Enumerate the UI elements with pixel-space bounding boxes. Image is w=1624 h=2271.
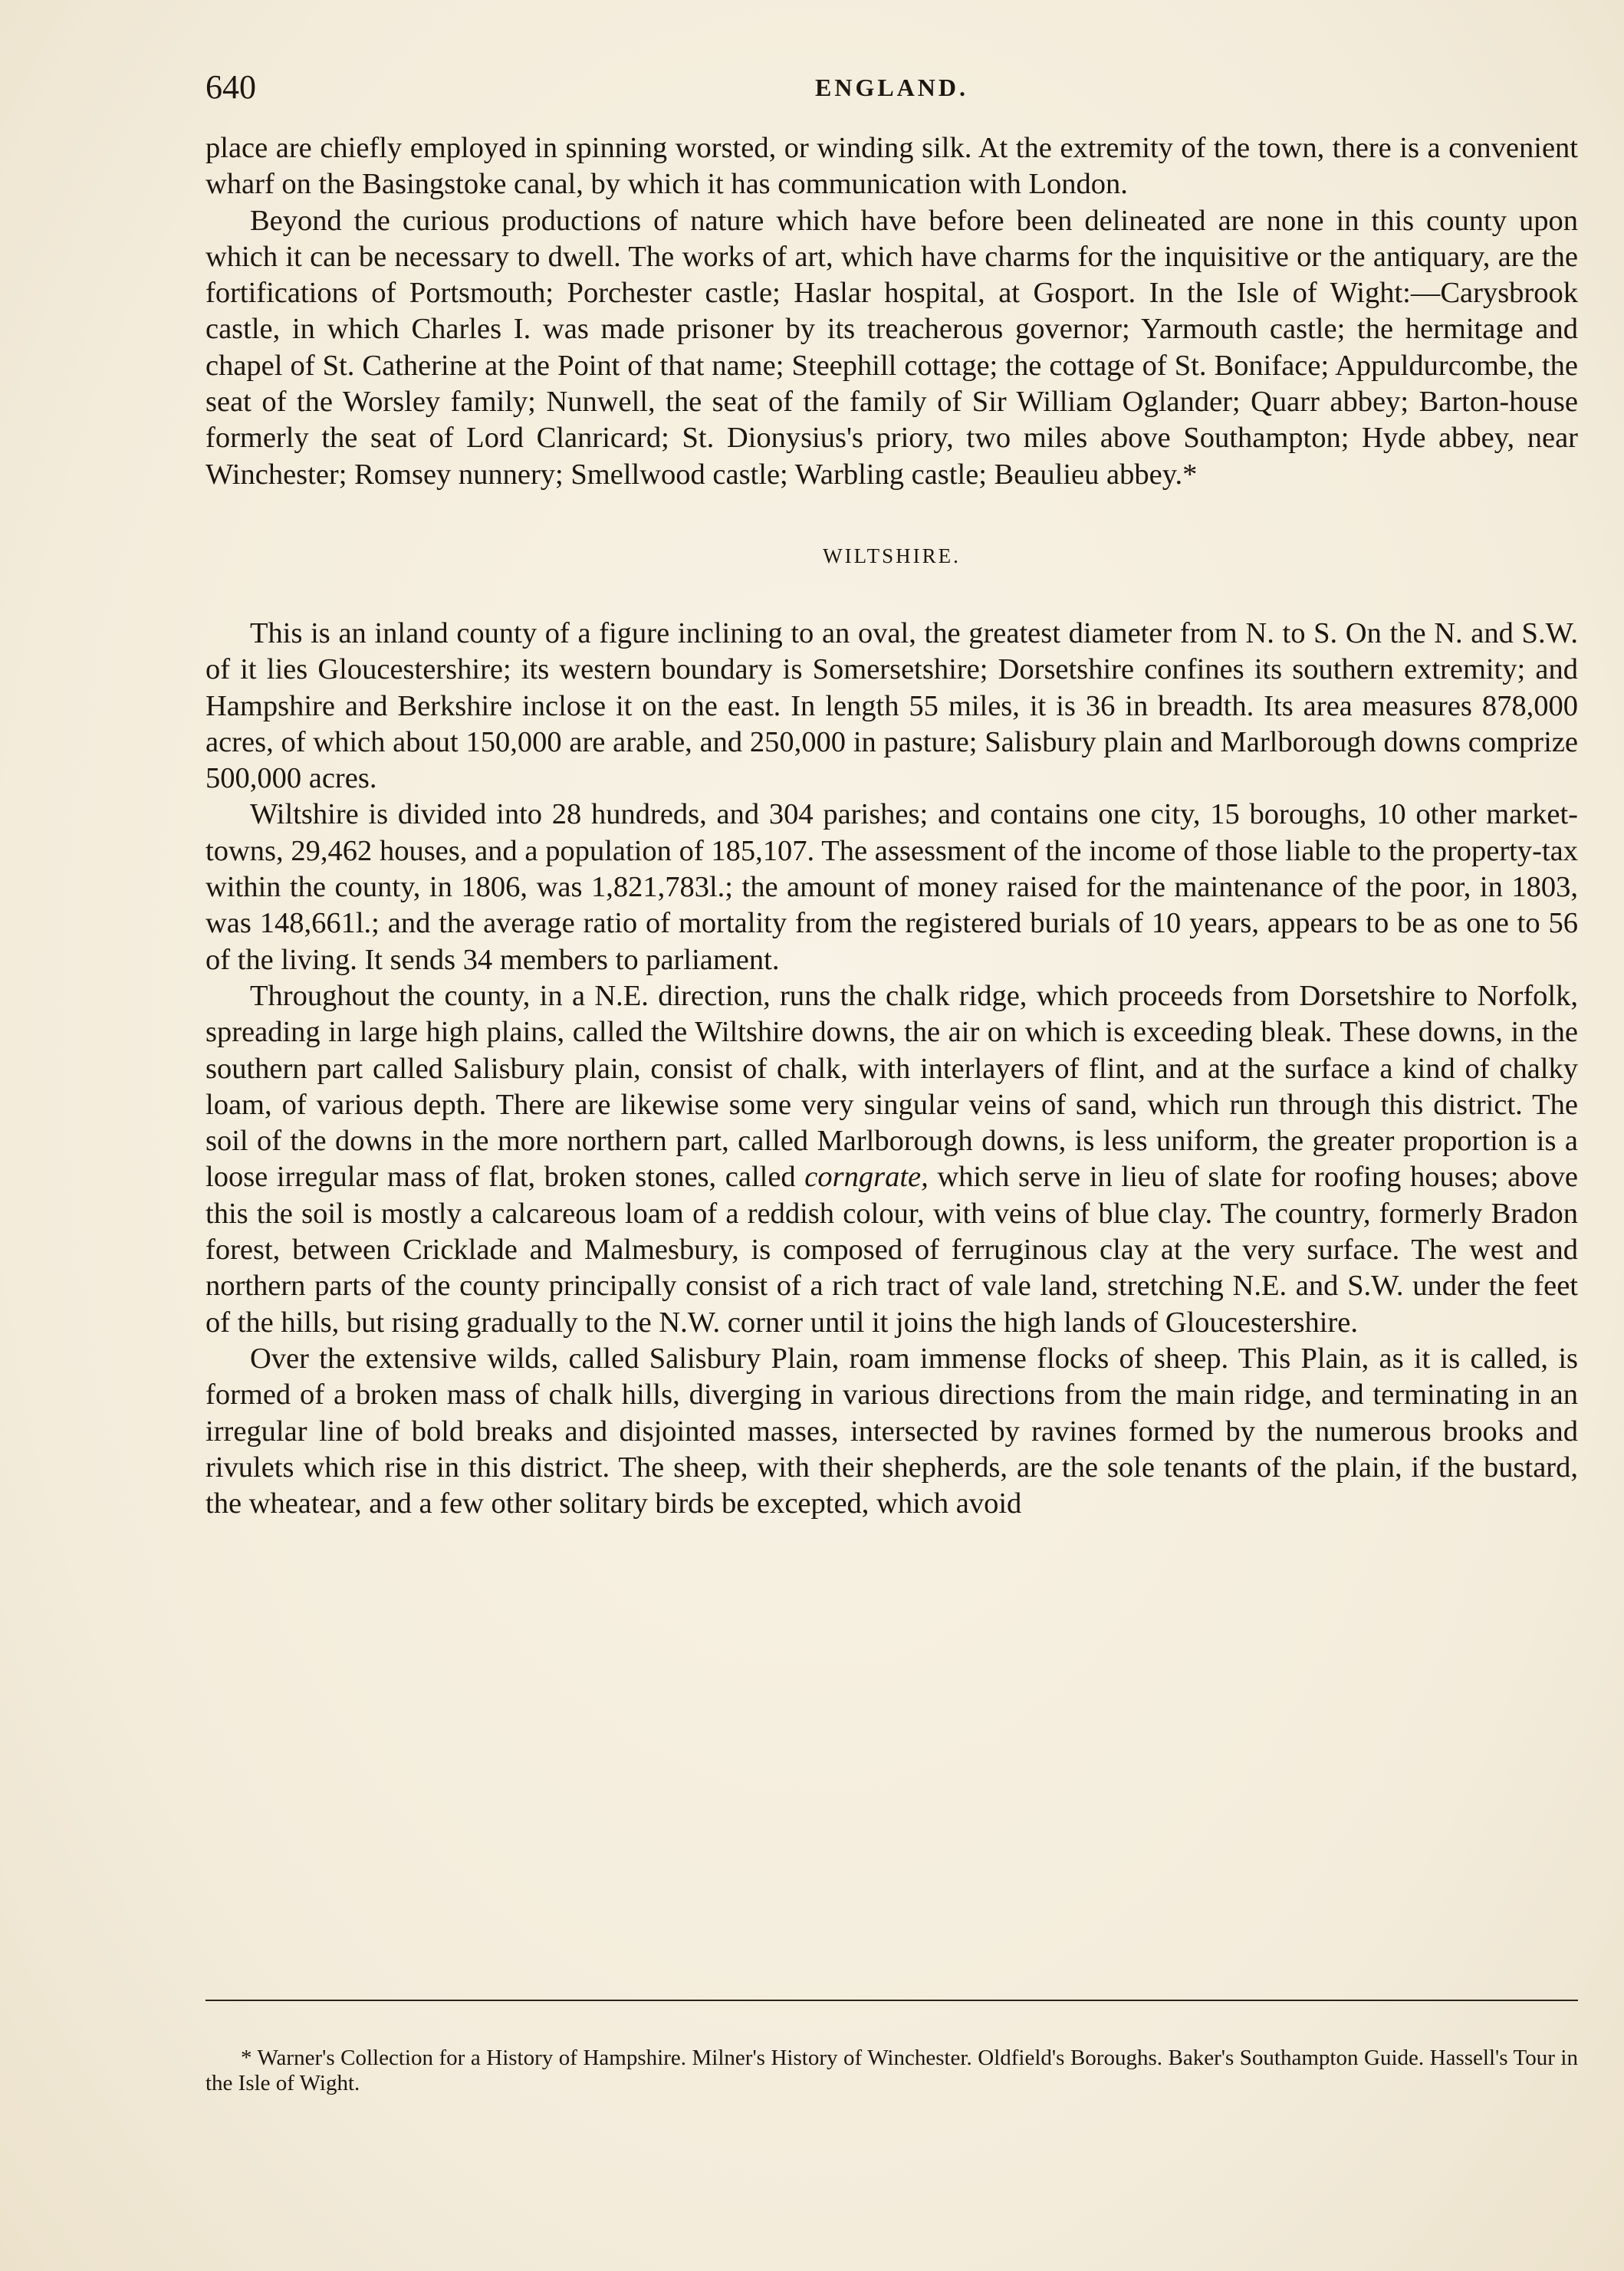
wiltshire-paragraph-1: This is an inland county of a figure inclining to an oval, the greatest diameter from N. to S. On the N. and S.W. of it lies Gloucestershire; its western boundary is Somersetshire; Dorsetshire confines its southern extremity; and Hampshire and Berkshire inclose it on the east. In length 55 miles, it is 36 in breadth. Its area measures 878,000 acres, of which about 150,000 are arable, and 250,000 in pasture; Salisbury plain and Marlborough downs comprize 500,000 acres. (205, 616, 1578, 795)
wiltshire-paragraph-2: Wiltshire is divided into 28 hundreds, and 304 parishes; and contains one city, 15 boroughs, 10 other market-towns, 29,462 houses, and a population of 185,107. The assessment of the income of those liable to the property-tax within the county, in 1806, was 1,821,783l.; the amount of money raised for the maintenance of the poor, in 1803, was 148,661l.; and the average ratio of mortality from the registered burials of 10 years, appears to be as one to 56 of the living. It sends 34 members to parliament. (205, 798, 1578, 976)
wiltshire-paragraph-3 (205, 978, 1578, 1341)
wiltshire-paragraph-4: Over the extensive wilds, called Salisbury Plain, roam immense flocks of sheep. This Plain, as it is called, is formed of a broken mass of chalk hills, diverging in various directions from the main ridge, and terminating in an irregular line of bold breaks and disjointed masses, intersected by ravines formed by the numerous brooks and rivulets which rise in this district. The sheep, with their shepherds, are the sole tenants of the plain, if the bustard, the wheatear, and a few other solitary birds be excepted, which avoid (205, 1342, 1578, 1520)
wiltshire-p3-text-b: which serve in lieu of slate for roofing houses; above this the soil is mostly a calcareous loam of a reddish colour, with veins of blue clay. The country, formerly Bradon forest, between Cricklade and Malmesbury, is composed of ferruginous clay at the very surface. The west and northern parts of the county principally consist of a rich tract of vale land, stretching N.E. and S.W. under the feet of the hills, but rising gradually to the N.W. corner until it joins the high lands of Gloucestershire. (205, 1161, 1578, 1339)
hampshire-works-of-art-paragraph: Beyond the curious productions of nature which have before been delineated are none in this county upon which it can be necessary to dwell. The works of art, which have charms for the inquisitive or the antiquary, are the fortifications of Portsmouth; Porchester castle; Haslar hospital, at Gosport. In the Isle of Wight:—Carysbrook castle, in which Charles I. was made prisoner by its treacherous governor; Yarmouth castle; the hermitage and chapel of St. Catherine at the Point of that name; Steephill cottage; the cottage of St. Boniface; Appuldurcombe, the seat of the Worsley family; Nunwell, the seat of the family of Sir William Oglander; Quarr abbey; Barton-house formerly the seat of Lord Clanricard; St. Dionysius's priory, two miles above Southampton; Hyde abbey, near Winchester; Romsey nunnery; Smellwood castle; Warbling castle; Beaulieu abbey.* (205, 204, 1578, 491)
hampshire-paragraph-continued: place are chiefly employed in spinning worsted, or winding silk. At the extremity of the town, there is a convenient wharf on the Basingstoke canal, by which it has communication with London. (205, 132, 1578, 201)
section-heading-wiltshire: WILTSHIRE. (823, 544, 961, 567)
term-corngrate: corngrate, (804, 1161, 929, 1194)
body-text (205, 130, 1578, 1522)
running-head: ENGLAND. (814, 74, 968, 101)
wiltshire-p3-text-a: Throughout the county, in a N.E. direction, runs the chalk ridge, which proceeds from Dorsetshire to Norfolk, spreading in large high plains, called the Wiltshire downs, the air on which is exceeding bleak. These downs, in the southern part called Salisbury plain, consist of chalk, with interlayers of flint, and at the surface a kind of chalky loam, of various depth. There are likewise some very singular veins of sand, which run through this district. The soil of the downs in the more northern part, called Marlborough downs, is less uniform, the greater proportion is a loose irregular mass of flat, broken stones, called (205, 979, 1578, 1194)
footnote-rule (205, 2000, 1578, 2001)
page-number: 640 (205, 68, 256, 106)
footnote: * Warner's Collection for a History of Hampshire. Milner's History of Winchester. Oldfield's Boroughs. Baker's Southampton Guide. Hassell's Tour in the Isle of Wight. (205, 2046, 1578, 2095)
page-header (205, 67, 1578, 113)
